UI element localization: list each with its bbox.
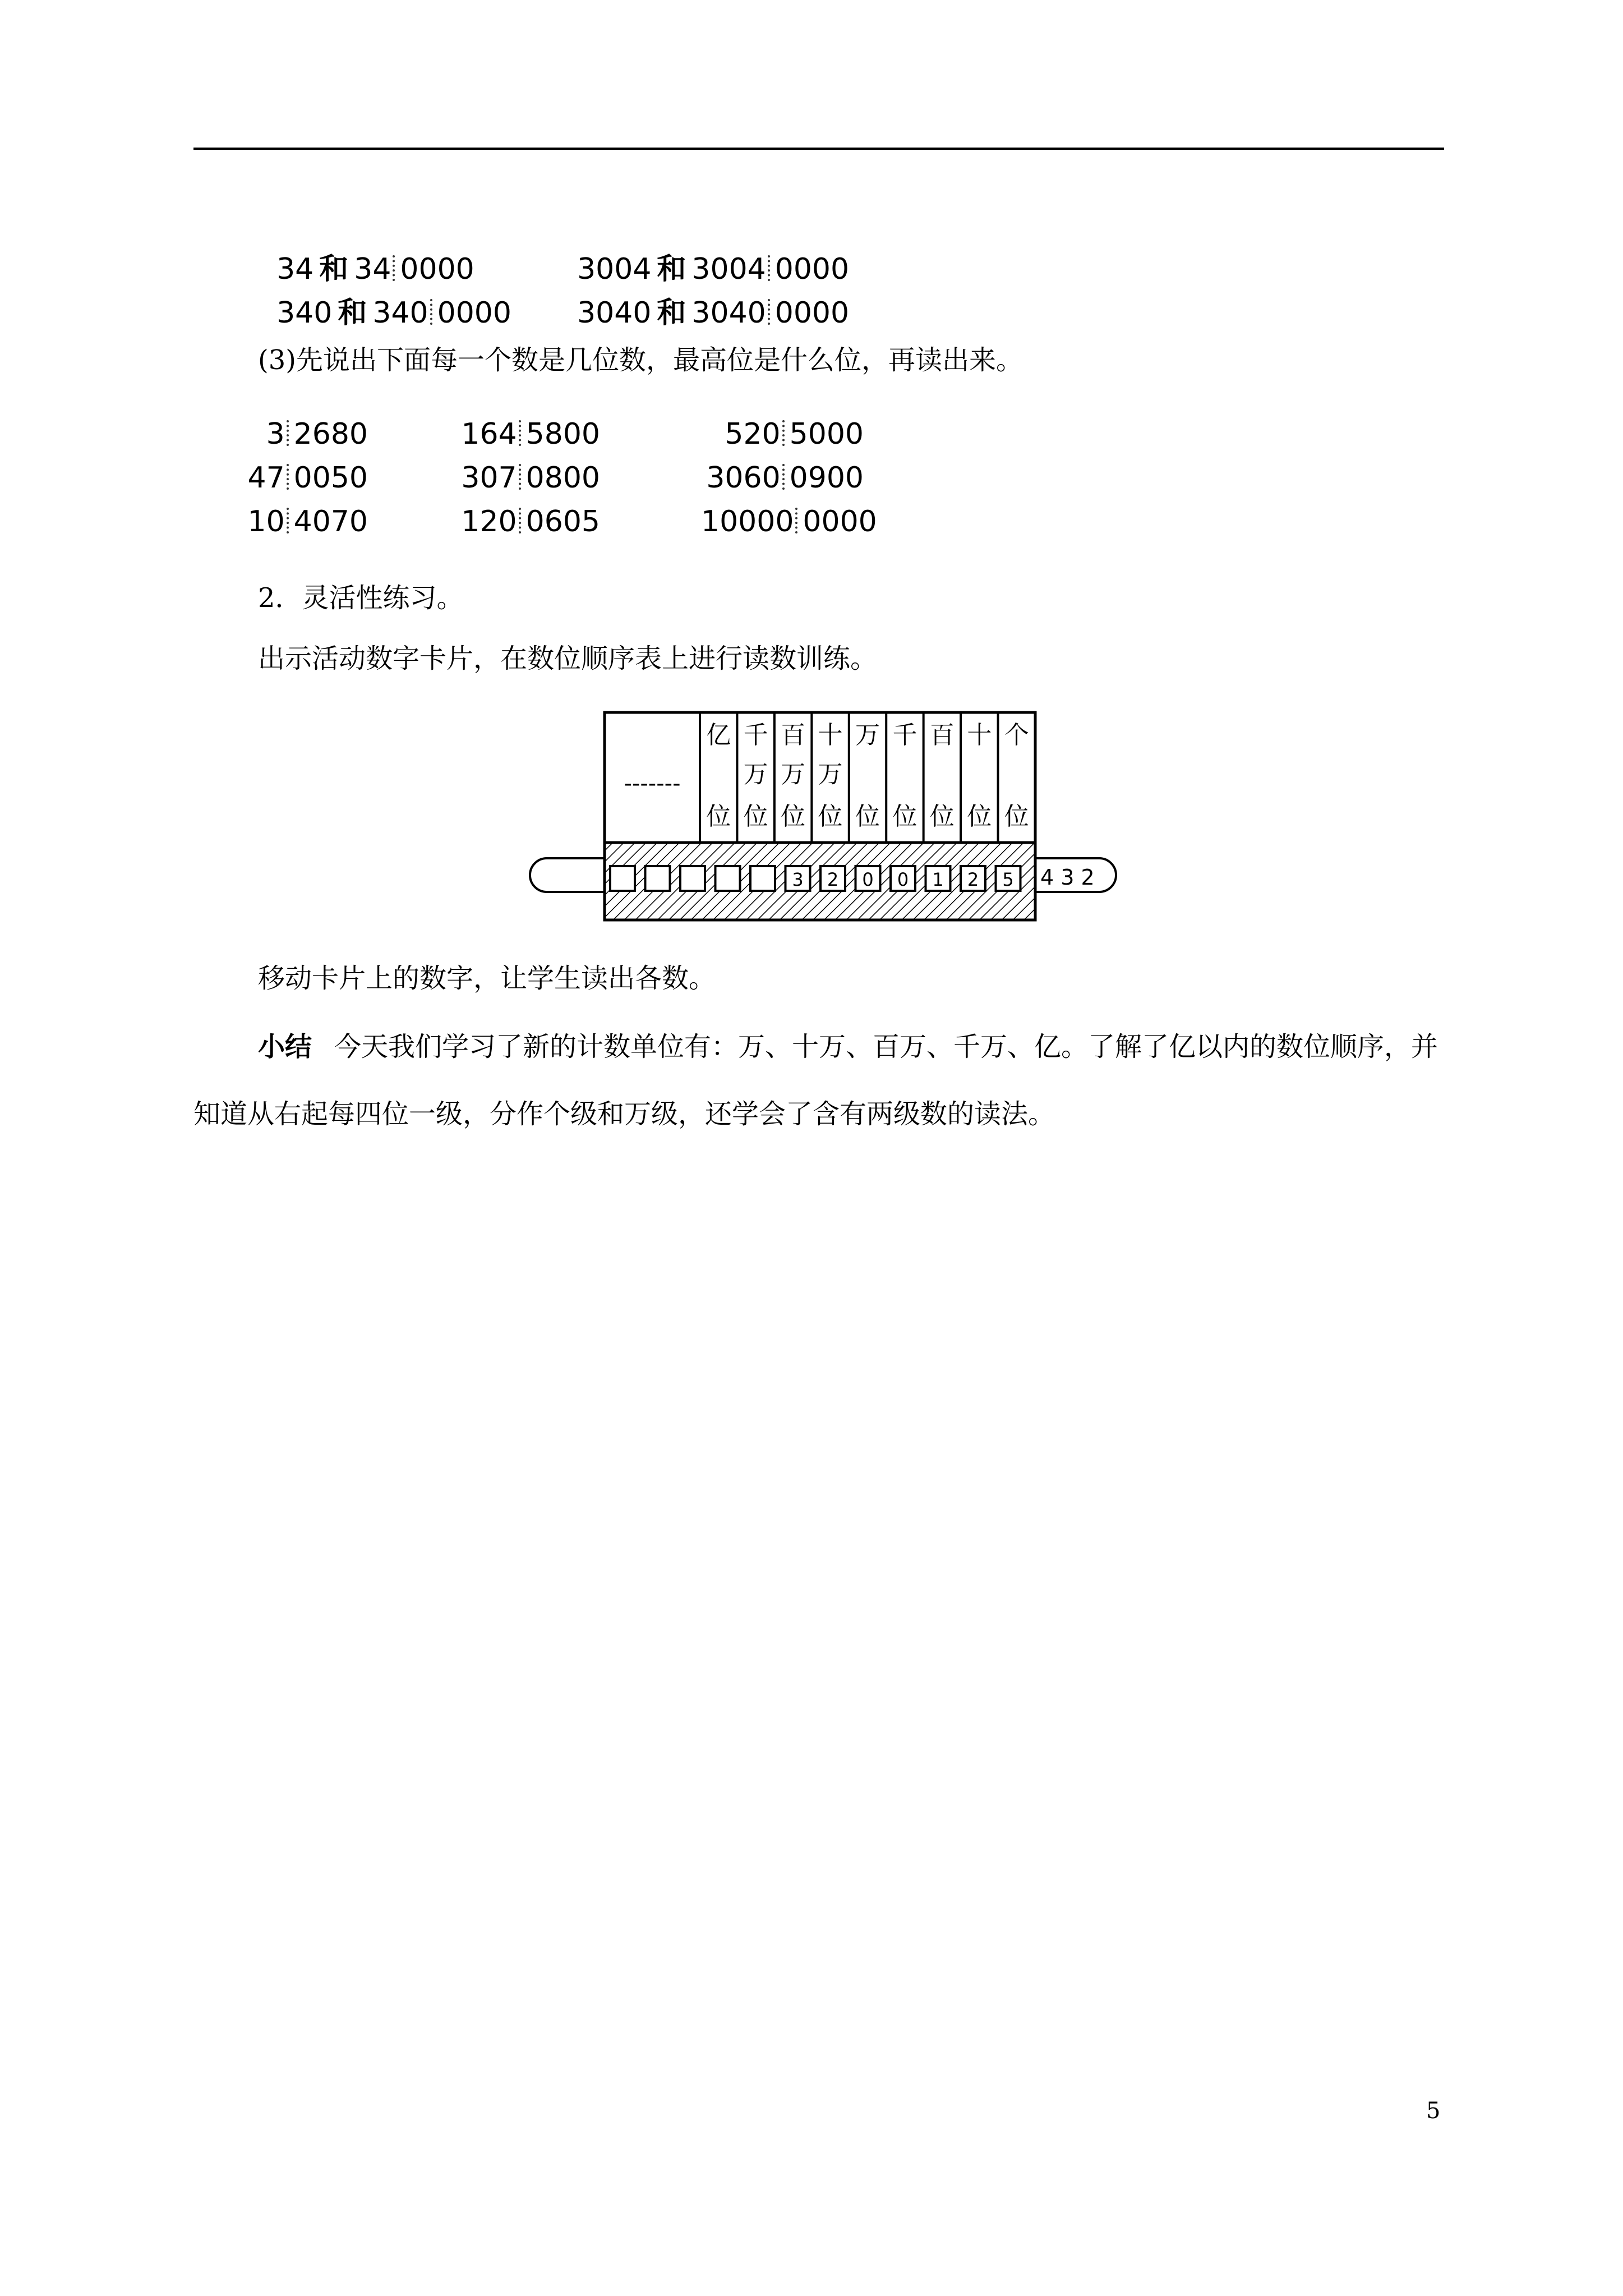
section-2-heading: 2．灵活性练习。 <box>258 582 464 614</box>
digit-card <box>610 866 635 891</box>
number-1: 3 2680 <box>266 417 368 451</box>
place-label-char: 个 <box>1004 721 1029 749</box>
summary-label: 小结 <box>258 1031 312 1062</box>
number-3: 520 5000 <box>725 417 864 451</box>
place-label-char: 位 <box>743 802 768 831</box>
place-value-diagram <box>0 0 1623 954</box>
place-label-char: 位 <box>929 802 955 831</box>
digit-card <box>680 866 705 891</box>
place-label-char: 万 <box>855 721 880 749</box>
place-label-char: 万 <box>781 760 806 789</box>
number-5: 307 0800 <box>461 461 600 495</box>
place-label-char: 百 <box>929 721 955 749</box>
place-label-char: 十 <box>967 721 992 749</box>
page-number: 5 <box>1426 2098 1441 2124</box>
place-label-char: 百 <box>781 721 806 749</box>
digit-card-value: 5 <box>1002 869 1014 890</box>
place-label-char: 万 <box>743 760 768 789</box>
place-label-char: 位 <box>706 802 731 831</box>
place-label-char: 位 <box>781 802 806 831</box>
pair-2: 3004 和 3004 0000 <box>577 252 850 286</box>
number-9: 10000 0000 <box>701 505 877 539</box>
summary-text: 今天我们学习了新的计数单位有：万、十万、百万、千万、亿。了解了亿以内的数位顺序，并知道从右起每四位一级，分作个级和万级，还学会了含有两级数的读法。 <box>193 1031 1438 1130</box>
show-cards-text: 出示活动数字卡片，在数位顺序表上进行读数训练。 <box>258 643 878 674</box>
digit-card-value: 1 <box>932 869 944 890</box>
place-label-char: 千 <box>743 721 768 749</box>
digit-card-value: 2 <box>967 869 979 890</box>
number-6: 3060 0900 <box>706 461 864 495</box>
digit-card <box>750 866 775 891</box>
place-label-char: 千 <box>892 721 917 749</box>
number-4: 47 0050 <box>247 461 368 495</box>
digit-card-value: 3 <box>792 869 804 890</box>
place-label-char: 位 <box>892 802 917 831</box>
place-label-char: 位 <box>967 802 992 831</box>
place-label-char: 亿 <box>706 721 731 749</box>
pair-3: 340 和 340 0000 <box>276 296 511 330</box>
place-label-char: 万 <box>818 760 843 789</box>
digit-card-value: 2 <box>827 869 839 890</box>
number-2: 164 5800 <box>461 417 600 451</box>
digit-card-value: 0 <box>862 869 874 890</box>
digit-card <box>645 866 670 891</box>
number-7: 10 4070 <box>247 505 368 539</box>
slider-handle-left <box>530 858 606 892</box>
place-label-char: 十 <box>818 721 843 749</box>
move-cards-text: 移动卡片上的数字，让学生读出各数。 <box>258 963 716 994</box>
pair-1: 34 和 34 0000 <box>276 252 474 286</box>
place-label-char: 位 <box>818 802 843 831</box>
tail-digits: 4 3 2 <box>1040 865 1095 890</box>
question-3: (3)先说出下面每一个数是几位数，最高位是什么位，再读出来。 <box>258 344 1023 376</box>
pair-4: 3040 和 3040 0000 <box>577 296 850 330</box>
digit-card-value: 0 <box>897 869 909 890</box>
place-label-char: 位 <box>1004 802 1029 831</box>
digit-card <box>716 866 740 891</box>
placeholder-dots: ------- <box>624 771 681 797</box>
number-8: 120 0605 <box>461 505 600 539</box>
summary-paragraph <box>193 1013 1444 1148</box>
place-label-char: 位 <box>855 802 880 831</box>
